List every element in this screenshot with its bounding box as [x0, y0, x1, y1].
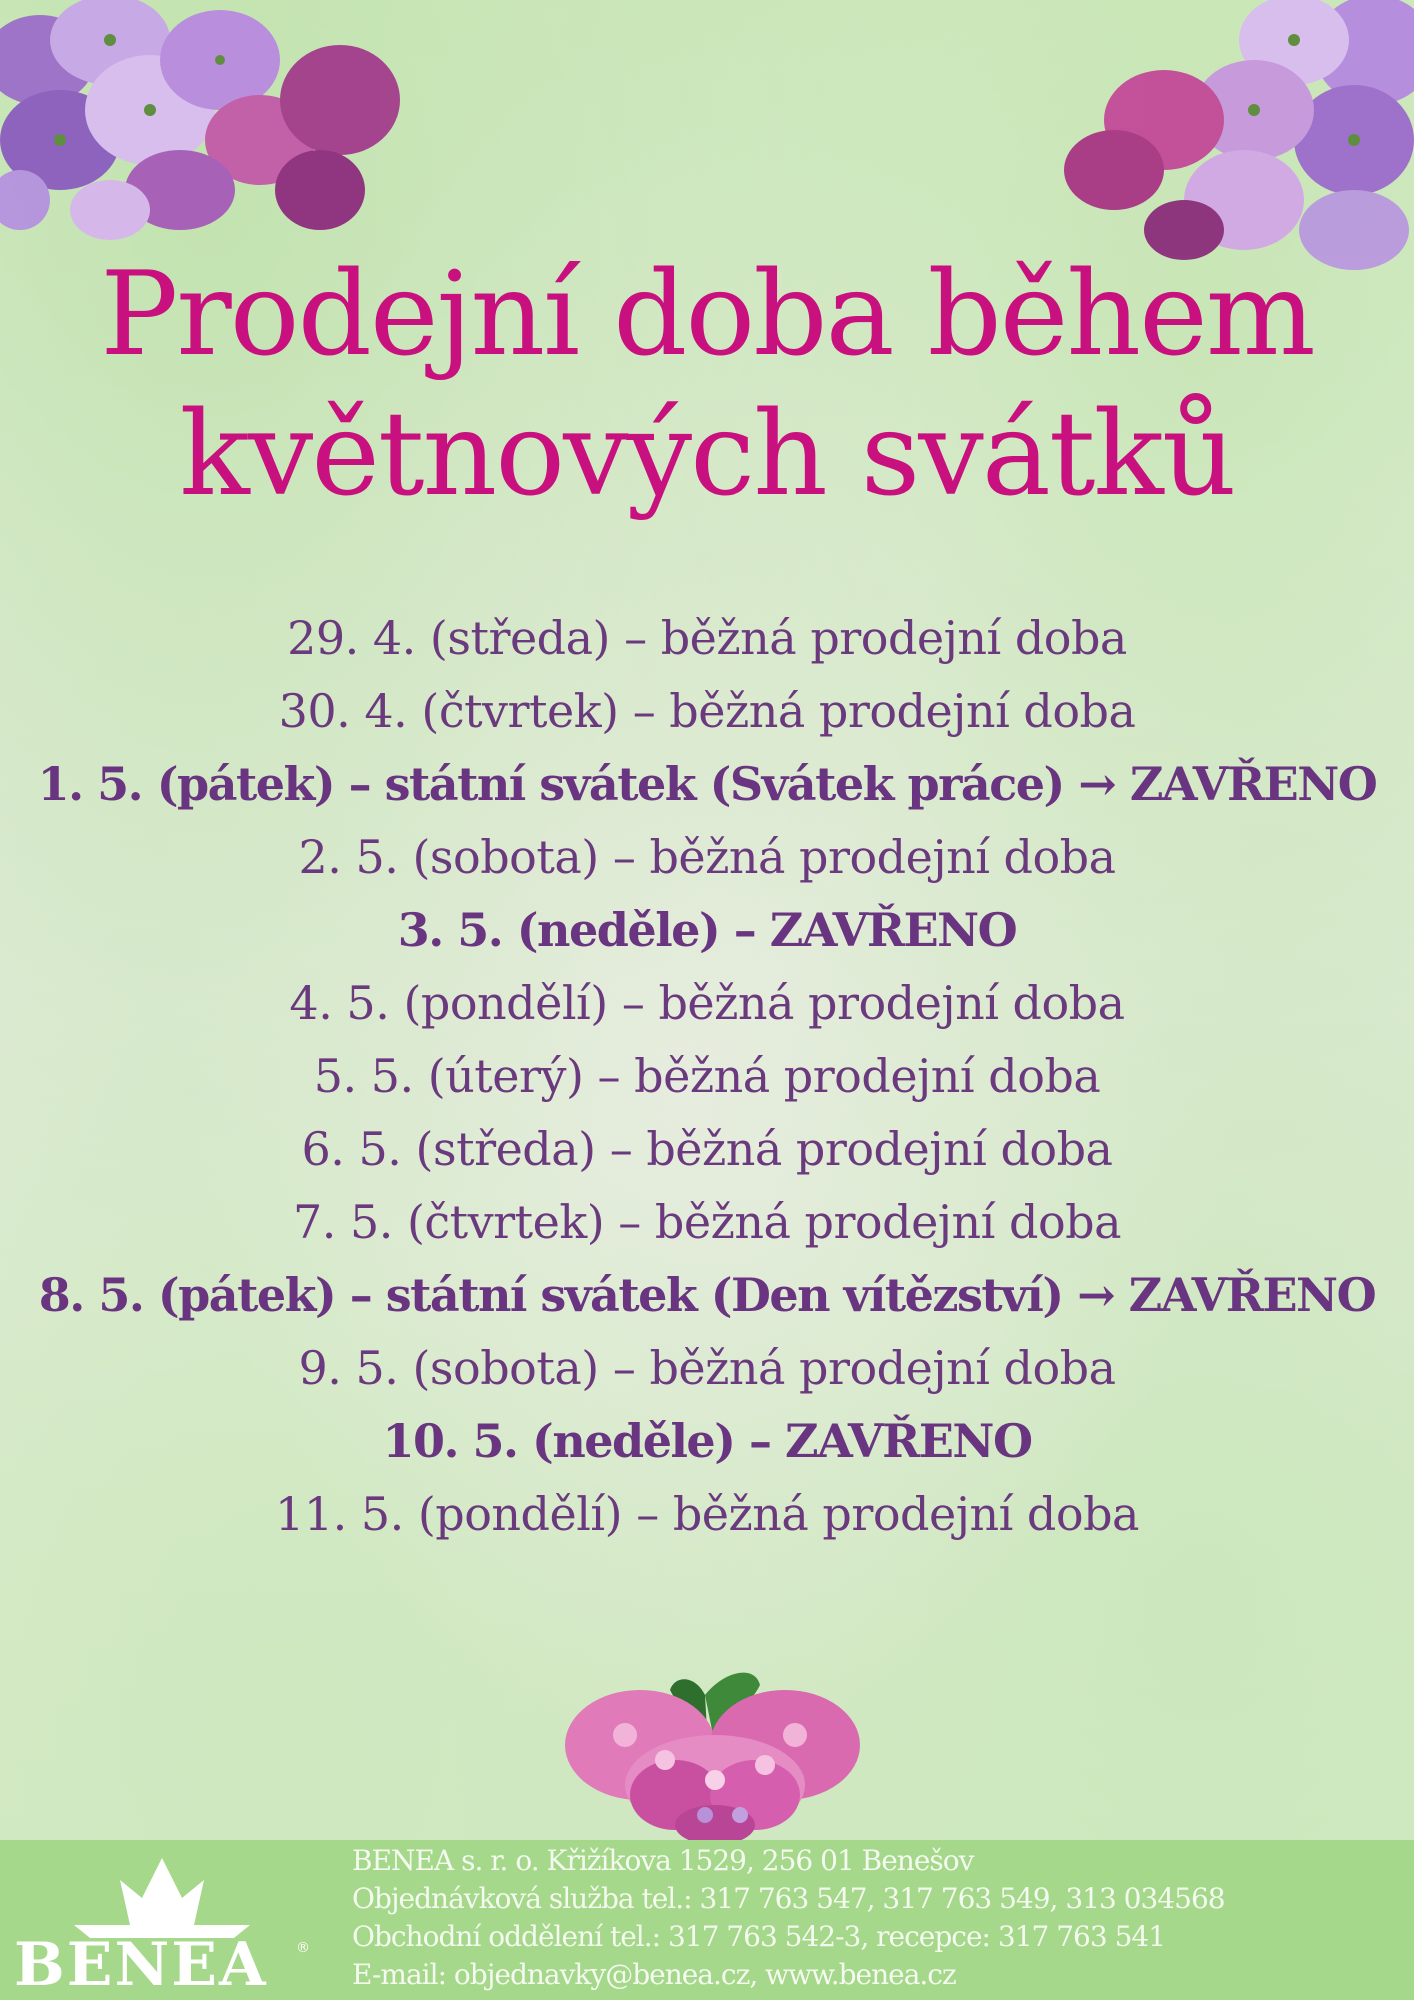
list-item: 10. 5. (neděle) – ZAVŘENO	[382, 1414, 1032, 1468]
lilac-heart-icon	[555, 1665, 870, 1845]
order-service-phone: Objednávková služba tel.: 317 763 547, 317 763 549, 313 034568	[352, 1882, 1225, 1915]
company-address: BENEA s. r. o. Křižíkova 1529, 256 01 Benešov	[352, 1844, 974, 1877]
list-item: 11. 5. (pondělí) – běžná prodejní doba	[275, 1487, 1139, 1541]
footer	[0, 1840, 1414, 2000]
email-web-link[interactable]: E-mail: objednavky@benea.cz, www.benea.cz	[352, 1958, 956, 1991]
logo-text: BENEA	[14, 1930, 268, 2000]
lilac-flowers-top-right-icon	[1054, 0, 1414, 270]
list-item: 2. 5. (sobota) – běžná prodejní doba	[298, 830, 1116, 884]
list-item: 29. 4. (středa) – běžná prodejní doba	[287, 611, 1127, 665]
list-item: 8. 5. (pátek) – státní svátek (Den vítězství) → ZAVŘENO	[38, 1268, 1376, 1322]
registered-mark: ®	[296, 1940, 310, 1956]
lilac-flowers-top-left-icon	[0, 0, 440, 250]
list-item: 30. 4. (čtvrtek) – běžná prodejní doba	[278, 684, 1136, 738]
list-item: 4. 5. (pondělí) – běžná prodejní doba	[289, 976, 1125, 1030]
list-item: 7. 5. (čtvrtek) – běžná prodejní doba	[292, 1195, 1122, 1249]
crown-star-icon	[14, 1850, 304, 1940]
benea-logo	[14, 1850, 310, 2000]
title-line-1: Prodejní doba během	[100, 247, 1314, 382]
page-title	[0, 245, 1414, 525]
list-item: 9. 5. (sobota) – běžná prodejní doba	[298, 1341, 1116, 1395]
contact-info	[352, 1842, 1225, 1994]
list-item: 6. 5. (středa) – běžná prodejní doba	[301, 1122, 1113, 1176]
list-item: 5. 5. (úterý) – běžná prodejní doba	[313, 1049, 1101, 1103]
sales-department-phone: Obchodní oddělení tel.: 317 763 542-3, recepce: 317 763 541	[352, 1920, 1166, 1953]
list-item: 1. 5. (pátek) – státní svátek (Svátek práce) → ZAVŘENO	[37, 757, 1377, 811]
list-item: 3. 5. (neděle) – ZAVŘENO	[397, 903, 1017, 957]
schedule-list	[0, 602, 1414, 1551]
title-line-2: květnových svátků	[179, 387, 1235, 522]
